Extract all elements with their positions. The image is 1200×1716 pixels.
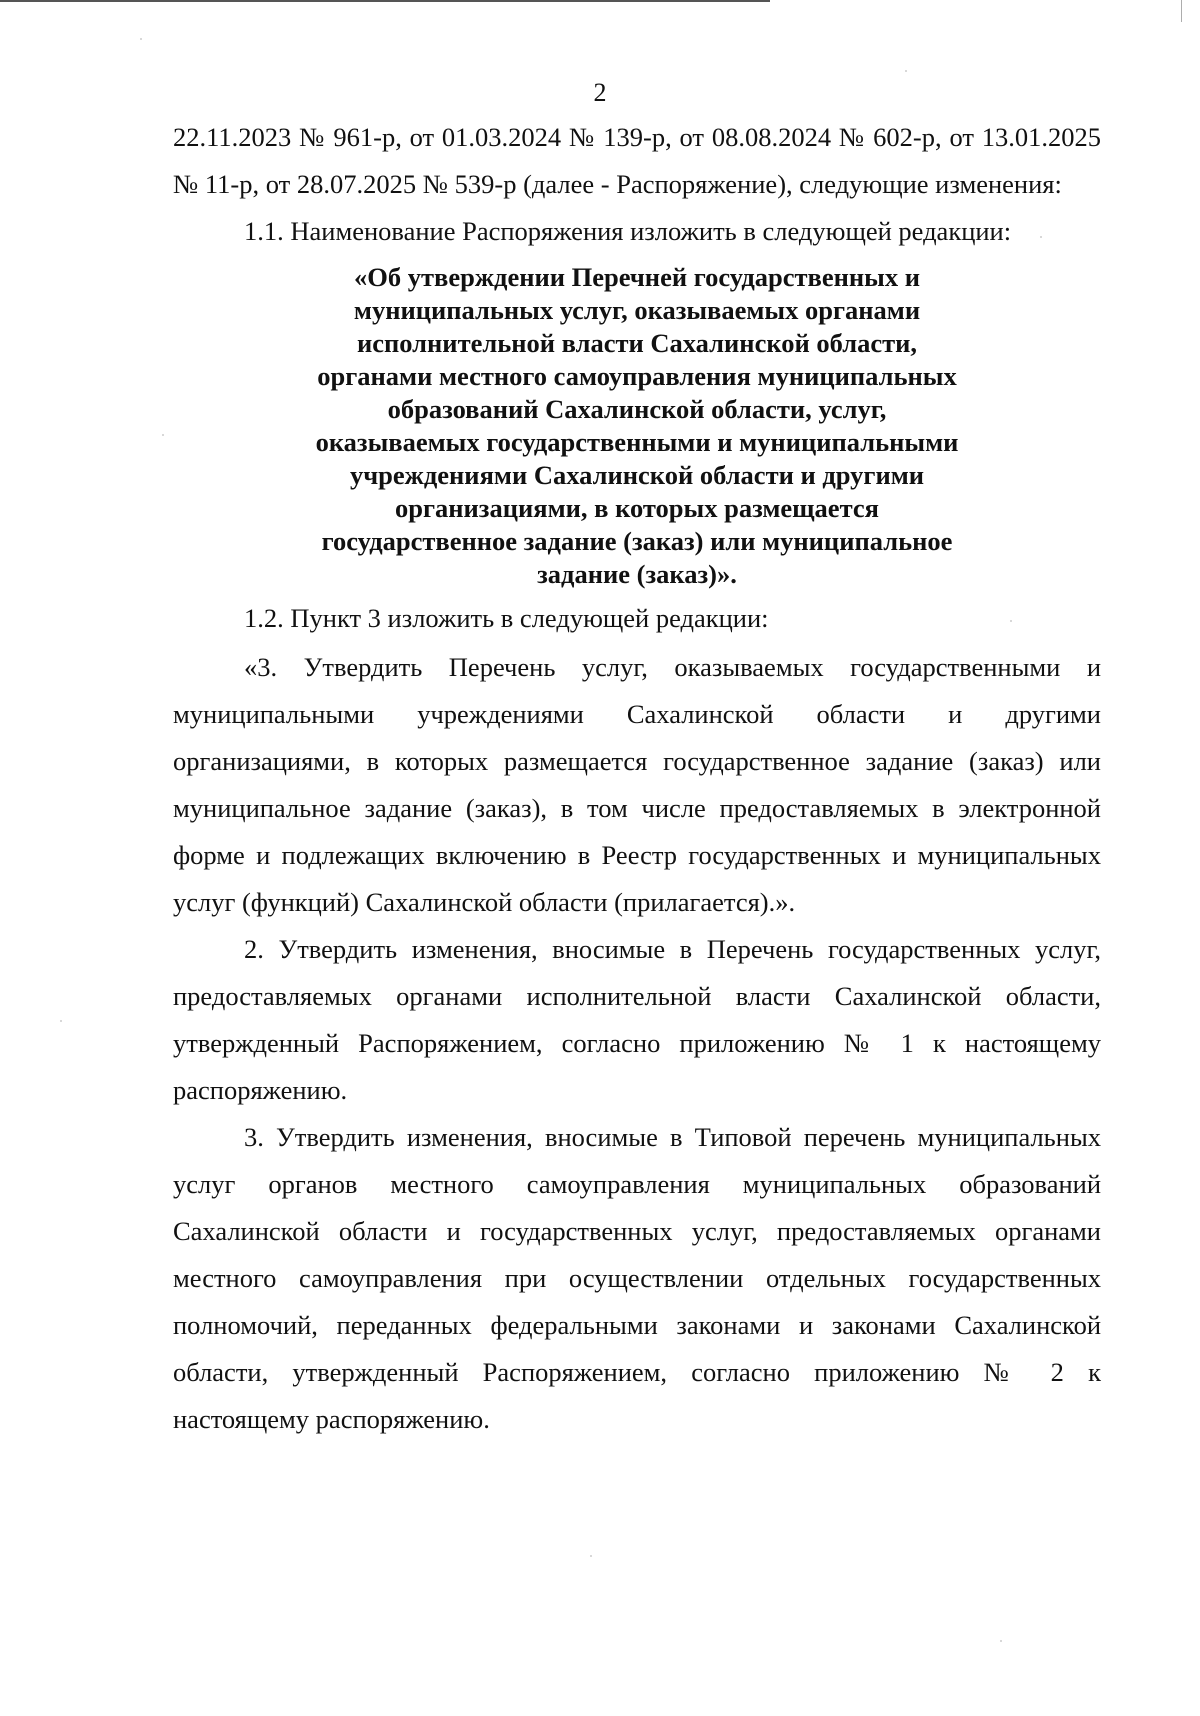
scan-speck bbox=[905, 70, 907, 72]
scan-speck bbox=[1040, 236, 1042, 238]
document-body bbox=[173, 114, 1101, 1443]
paragraph-1-1: 1.1. Наименование Распоряжения изложить в следующей редакции: bbox=[244, 216, 1012, 246]
paragraph-item-3-quote: «3. Утвердить Перечень услуг, оказываемых государственными и муниципальными учреждениями Сахалинской области и другими организациями, в которых размещается государственное задание (заказ) или муниципальное задание (заказ), в том числе предоставляемых в электронной форме и подлежащих включению в Реестр государственных и муниципальных услуг (функций) Сахалинской области (прилагается).». bbox=[173, 652, 1101, 917]
order-title-quote: «Об утверждении Перечней государственных и муниципальных услуг, оказываемых органами исполнительной власти Сахалинской области, органами местного самоуправления муниципальных образований Сахалинской области, услуг, оказываемых государственными и муниципальными учреждениями Сахалинской области и другими организациями, в которых размещается государственное задание (заказ) или муниципальное задание (заказ)». bbox=[315, 262, 959, 589]
scan-speck bbox=[140, 38, 142, 40]
paragraph-2: 2. Утвердить изменения, вносимые в Перечень государственных услуг, предоставляемых органами исполнительной власти Сахалинской области, утвержденный Распоряжением, согласно приложению № 1 к настоящему распоряжению. bbox=[173, 934, 1101, 1105]
paragraph-intro: 22.11.2023 № 961-р, от 01.03.2024 № 139-р, от 08.08.2024 № 602-р, от 13.01.2025 № 11-р, от 28.07.2025 № 539-р (далее - Распоряжение), следующие изменения: bbox=[173, 122, 1101, 199]
scan-speck bbox=[1010, 620, 1012, 622]
scan-speck bbox=[590, 1555, 592, 1557]
scan-speck bbox=[1000, 1640, 1002, 1642]
scan-speck bbox=[60, 1020, 62, 1022]
paragraph-3: 3. Утвердить изменения, вносимые в Типовой перечень муниципальных услуг органов местного самоуправления муниципальных образований Сахалинской области и государственных услуг, предоставляемых органами местного самоуправления при осуществлении отдельных государственных полномочий, переданных федеральными законами и законами Сахалинской области, утвержденный Распоряжением, согласно приложению № 2 к настоящему распоряжению. bbox=[173, 1122, 1101, 1434]
page-number: 2 bbox=[593, 78, 607, 107]
scan-edge-line bbox=[0, 0, 770, 2]
scan-corner-mark bbox=[1181, 0, 1196, 22]
scan-speck bbox=[162, 434, 164, 436]
paragraph-1-2: 1.2. Пункт 3 изложить в следующей редакции: bbox=[244, 603, 769, 633]
